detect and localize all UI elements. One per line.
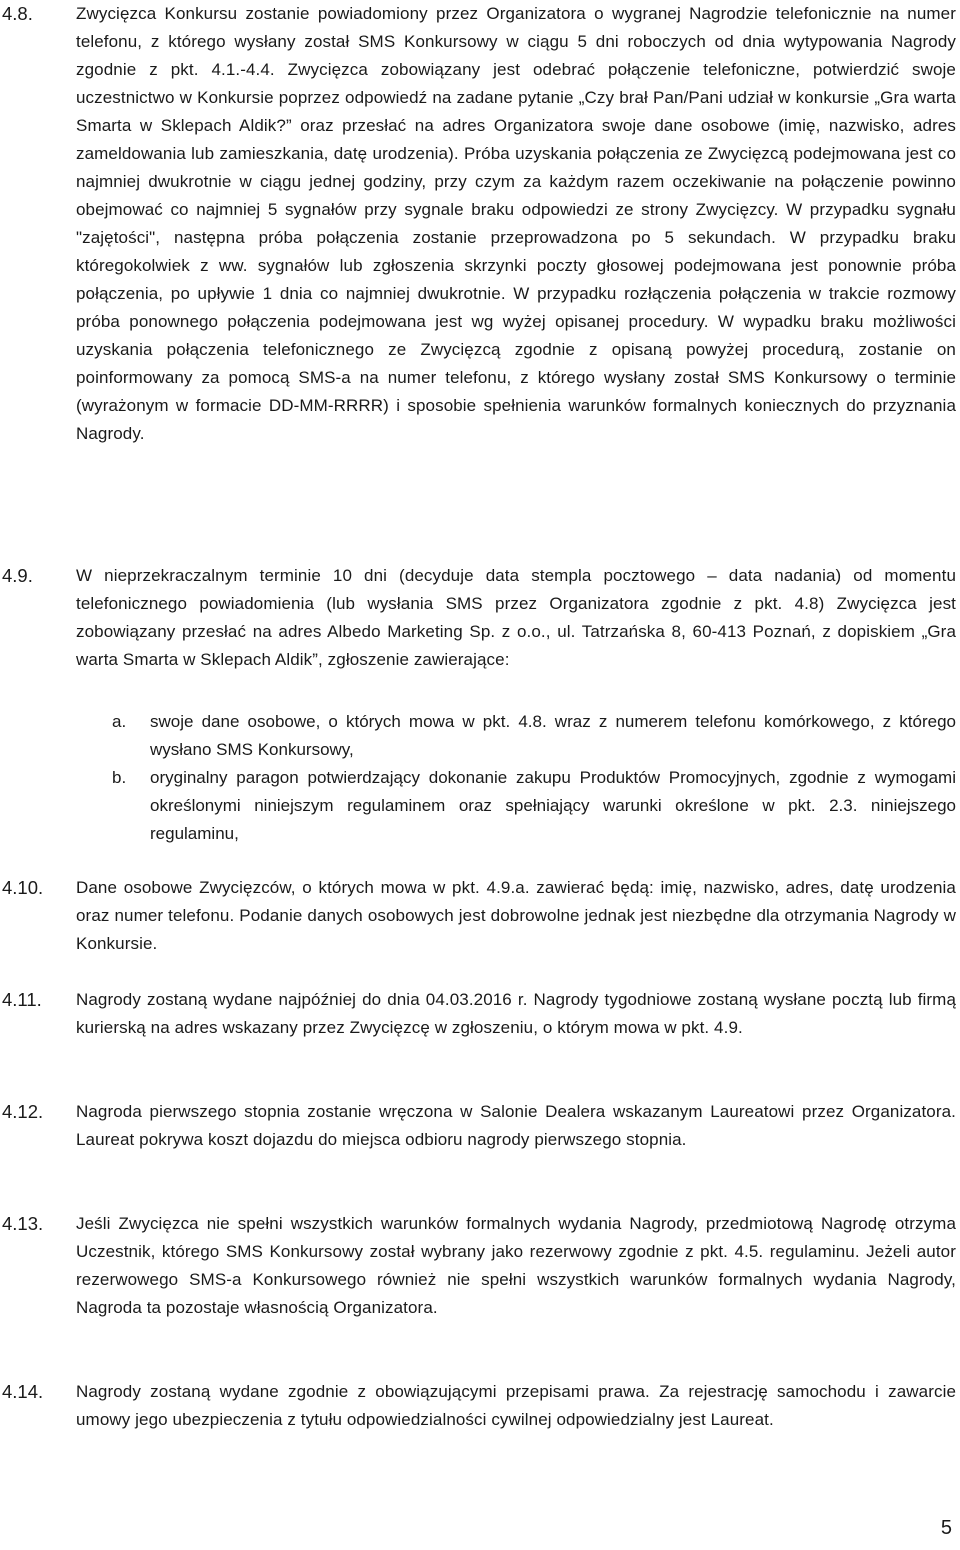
section-number: 4.9.	[2, 565, 33, 586]
section-text: Nagrody zostaną wydane najpóźniej do dnia 04.03.2016 r. Nagrody tygodniowe zostaną wysłane pocztą lub firmą kurierską na adres wskazany przez Zwycięzcę w zgłoszeniu, o którym mowa w pkt. 4.9.	[76, 990, 956, 1037]
list-text: swoje dane osobowe, o których mowa w pkt. 4.8. wraz z numerem telefonu komórkowego, z którego wysłano SMS Konkursowy,	[150, 712, 956, 759]
section-number: 4.8.	[2, 3, 33, 24]
section-text: Nagroda pierwszego stopnia zostanie wręczona w Salonie Dealera wskazanym Laureatowi przez Organizatora. Laureat pokrywa koszt dojazdu do miejsca odbioru nagrody pierwszego stopnia.	[76, 1102, 956, 1149]
section-text: Nagrody zostaną wydane zgodnie z obowiązującymi przepisami prawa. Za rejestrację samochodu i zawarcie umowy jego ubezpieczenia z tytułu odpowiedzialności cywilnej odpowiedzialny jest Laureat.	[76, 1382, 956, 1429]
section-number: 4.14.	[2, 1381, 44, 1402]
page-number: 5	[940, 1517, 952, 1539]
list-text: oryginalny paragon potwierdzający dokonanie zakupu Produktów Promocyjnych, zgodnie z wymogami określonymi niniejszym regulaminem oraz spełniający warunki określone w pkt. 2.3. niniejszego regulaminu,	[150, 768, 956, 843]
section-text: Jeśli Zwycięzca nie spełni wszystkich warunków formalnych wydania Nagrody, przedmiotową Nagrodę otrzyma Uczestnik, którego SMS Konkursowy został wybrany jako rezerwowy zgodnie z pkt. 4.5. regulaminu. Jeżeli autor rezerwowego SMS-a Konkursowego również nie spełni wszystkich warunków formalnych wydania Nagrody, Nagroda ta pozostaje własnością Organizatora.	[76, 1214, 956, 1317]
section-number: 4.12.	[2, 1101, 44, 1122]
section-number: 4.11.	[2, 989, 42, 1010]
list-letter: a.	[112, 712, 127, 731]
section-number: 4.10.	[2, 877, 44, 898]
section-text: Zwycięzca Konkursu zostanie powiadomiony przez Organizatora o wygranej Nagrodzie telefonicznie na numer telefonu, z którego wysłany został SMS Konkursowy w ciągu 5 dni roboczych od dnia wytypowania Nagrody zgodnie z pkt. 4.1.-4.4. Zwycięzca zobowiązany jest odebrać połączenie telefoniczne, potwierdzić swoje uczestnictwo w Konkursie poprzez odpowiedź na zadane pytanie „Czy brał Pan/Pani udział w konkursie „Gra warta Smarta w Sklepach Aldik?” oraz przesłać na adres Organizatora swoje dane osobowe (imię, nazwisko, adres zameldowania lub zamieszkania, datę urodzenia). Próba uzyskania połączenia ze Zwycięzcą podejmowana jest co najmniej dwukrotnie w ciągu jednej godziny, przy czym za każdym razem oczekiwanie na połączenie powinno obejmować co najmniej 5 sygnałów przy sygnale braku odpowiedzi ze strony Zwycięzcy. W przypadku sygnału "zajętości", następna próba połączenia zostanie przeprowadzona po 5 sekundach. W przypadku braku któregokolwiek z ww. sygnałów lub zgłoszenia skrzynki poczty głosowej podejmowana jest ponownie próba połączenia, po upływie 1 dnia co najmniej dwukrotnie. W przypadku rozłączenia połączenia w trakcie rozmowy próba ponownego połączenia podejmowana jest wg wyżej opisanej procedury. W wypadku braku możliwości uzyskania połączenia telefonicznego ze Zwycięzcą zgodnie z opisaną powyżej procedurą, zostanie on poinformowany za pomocą SMS-a na numer telefonu, z którego wysłany został SMS Konkursowy o terminie (wyrażonym w formacie DD-MM-RRRR) i sposobie spełnienia warunków formalnych koniecznych do przyznania Nagrody.	[76, 4, 956, 443]
section-text: Dane osobowe Zwycięzców, o których mowa w pkt. 4.9.a. zawierać będą: imię, nazwisko, adres, datę urodzenia oraz numer telefonu. Podanie danych osobowych jest dobrowolne jednak jest niezbędne dla otrzymania Nagrody w Konkursie.	[76, 878, 956, 953]
section-text: W nieprzekraczalnym terminie 10 dni (decyduje data stempla pocztowego – data nadania) od momentu telefonicznego powiadomienia (lub wysłania SMS przez Organizatora zgodnie z pkt. 4.8) Zwycięzca jest zobowiązany przesłać na adres Albedo Marketing Sp. z o.o., ul. Tatrzańska 8, 60-413 Poznań, z dopiskiem „Gra warta Smarta w Sklepach Aldik”, zgłoszenie zawierające:	[76, 566, 956, 669]
list-letter: b.	[112, 768, 127, 787]
section-number: 4.13.	[2, 1213, 44, 1234]
